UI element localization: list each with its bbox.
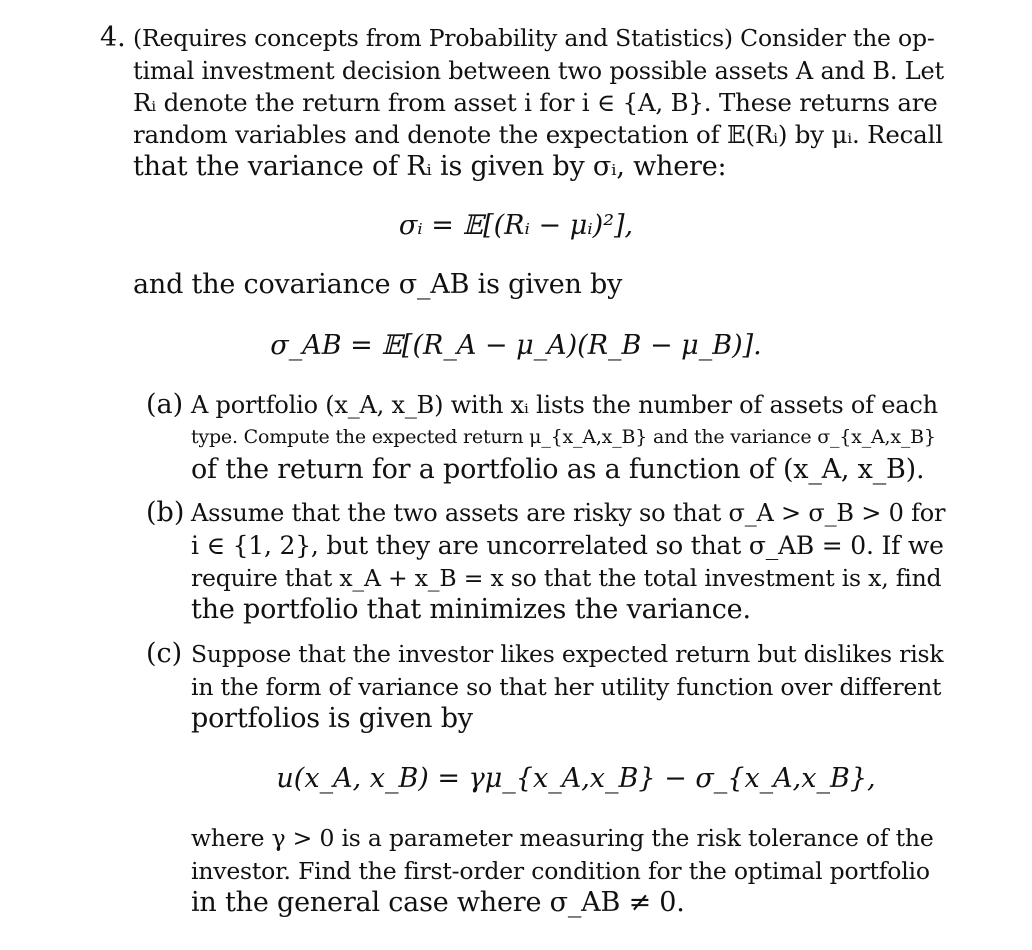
part-c-after-line: investor. Find the first-order condition for the optimal portfolio (191, 857, 930, 885)
part-a-line: of the return for a portfolio as a function of (x_A, x_B). (191, 454, 925, 485)
intro-line: random variables and denote the expectation of 𝔼(Rᵢ) by μᵢ. Recall (133, 120, 943, 149)
utility-equation: u(x_A, x_B) = γμ_{x_A,x_B} − σ_{x_A,x_B}, (276, 763, 876, 794)
intro-line: Rᵢ denote the return from asset i for i ∈ {A, B}. These returns are (133, 88, 938, 117)
part-a-label: (a) (146, 389, 184, 420)
part-b-label: (b) (146, 497, 185, 528)
variance-equation: σᵢ = 𝔼[(Rᵢ − μᵢ)²], (398, 210, 634, 241)
part-b-line: require that x_A + x_B = x so that the total investment is x, find (191, 564, 942, 592)
part-b-line: i ∈ {1, 2}, but they are uncorrelated so that σ_AB = 0. If we (191, 531, 944, 560)
intro-line: that the variance of Rᵢ is given by σᵢ, where: (133, 151, 727, 182)
part-c-after-line: in the general case where σ_AB ≠ 0. (191, 887, 685, 918)
part-a-line: type. Compute the expected return μ_{x_A,x_B} and the variance σ_{x_A,x_B} (191, 426, 936, 448)
part-c-after-line: where γ > 0 is a parameter measuring the risk tolerance of the (191, 824, 934, 852)
part-b-line: the portfolio that minimizes the variance. (191, 594, 751, 625)
part-c-label: (c) (146, 638, 183, 669)
part-c-line: portfolios is given by (191, 703, 473, 734)
intro-line: (Requires concepts from Probability and Statistics) Consider the op- (133, 24, 935, 52)
part-a-line: A portfolio (x_A, x_B) with xᵢ lists the number of assets of each (191, 391, 938, 419)
part-c-line: Suppose that the investor likes expected return but dislikes risk (191, 640, 944, 668)
intro-line: timal investment decision between two possible assets A and B. Let (133, 57, 944, 85)
covariance-equation: σ_AB = 𝔼[(R_A − μ_A)(R_B − μ_B)]. (270, 330, 762, 361)
part-b-line: Assume that the two assets are risky so that σ_A > σ_B > 0 for (191, 499, 946, 527)
covariance-intro: and the covariance σ_AB is given by (133, 269, 623, 300)
part-c-line: in the form of variance so that her utility function over different (191, 673, 942, 701)
problem-number: 4. (100, 22, 126, 53)
